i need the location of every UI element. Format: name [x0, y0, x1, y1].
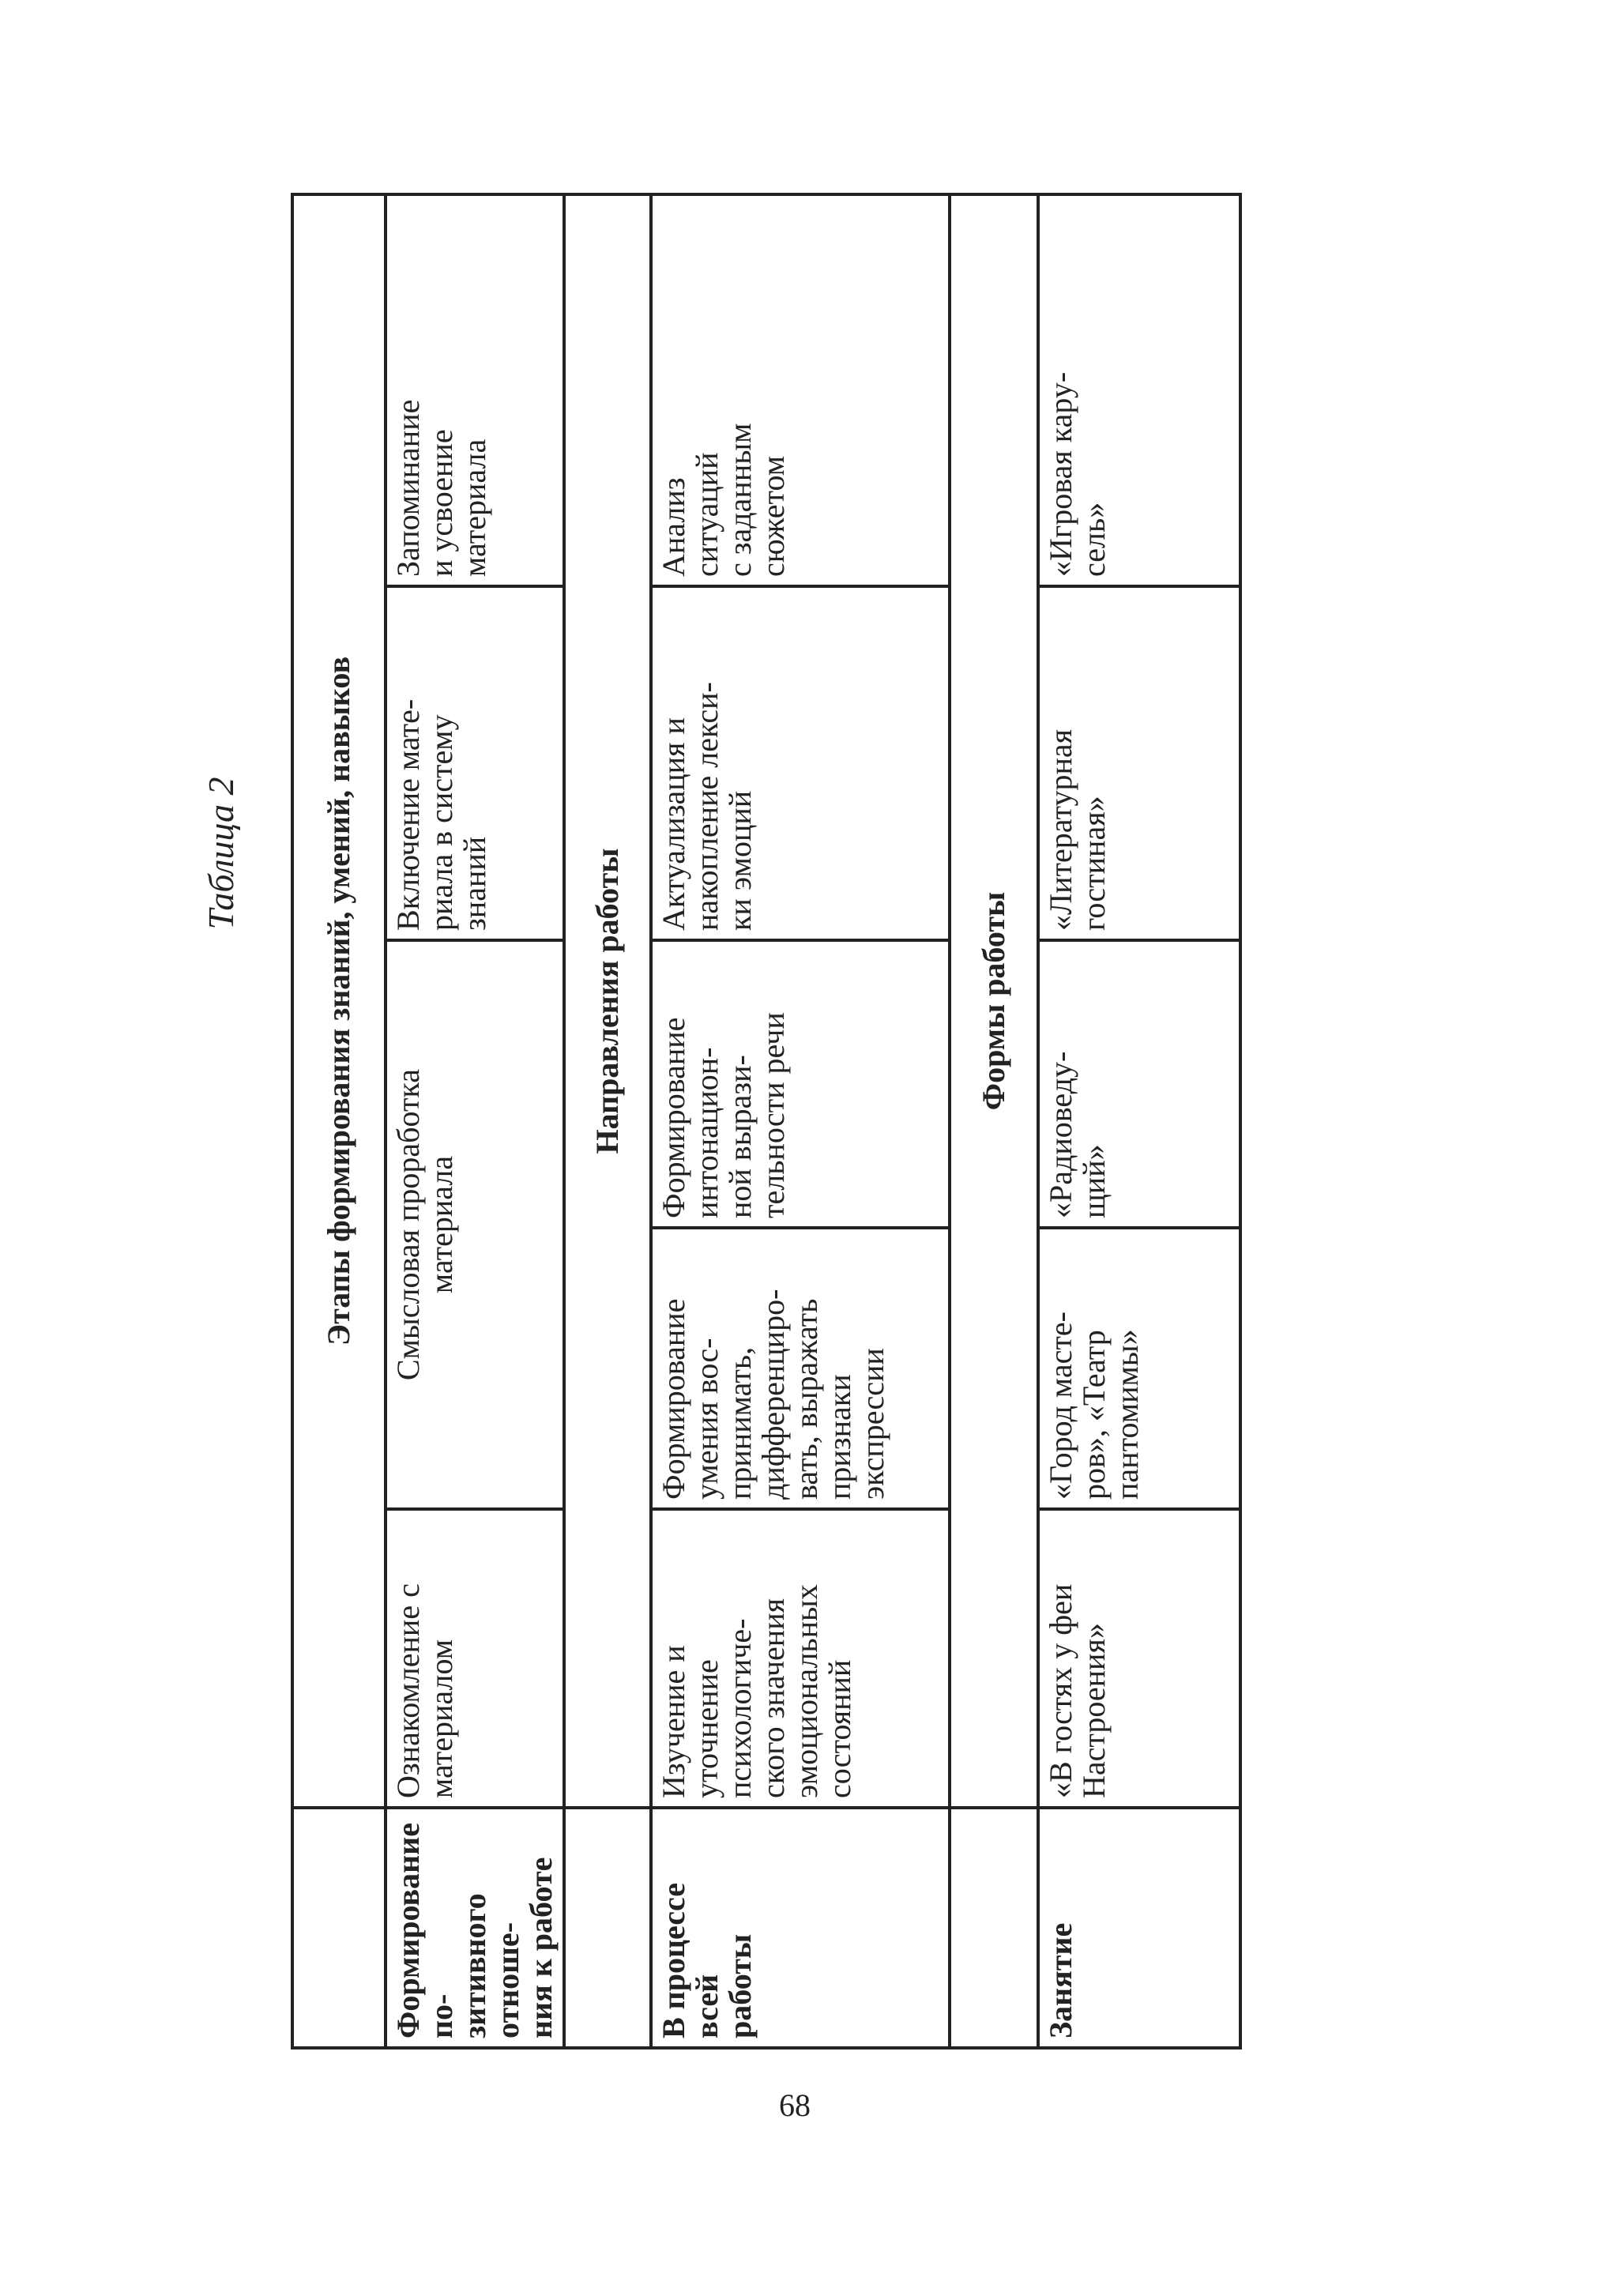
forms-header-cell: Формы работы	[950, 194, 1038, 1808]
stages-row-label	[386, 1808, 564, 2048]
text-line: признаки	[822, 1374, 857, 1500]
stage-semantic-processing-cell	[386, 940, 564, 1509]
text-line: ситуаций	[689, 452, 724, 577]
forms-row-label	[1038, 1808, 1240, 2048]
text-line: «В гостях у феи	[1043, 1583, 1078, 1798]
text-line: с заданным	[722, 423, 758, 577]
text-line: пантомимы»	[1109, 1329, 1145, 1500]
text-line: зитивного отноше-	[457, 1893, 525, 2038]
text-line: ния к работе	[523, 1857, 559, 2038]
stage-familiarization-cell	[386, 1509, 564, 1808]
text-line: Формирование	[656, 1017, 691, 1218]
text-line: эмоциональных	[788, 1584, 824, 1798]
form-cell	[1038, 940, 1240, 1228]
directions-header-cell: Направления работы	[564, 194, 651, 1808]
text-line: гостиная»	[1076, 796, 1112, 931]
text-line: риала в систему	[423, 714, 459, 931]
text-line: интонацион-	[689, 1047, 724, 1218]
text-line: ной вырази-	[722, 1055, 758, 1218]
text-line: накопление лекси-	[689, 682, 724, 931]
text-line: Ознакомление с	[390, 1583, 426, 1798]
text-line: Смысловая проработка	[390, 1068, 426, 1381]
text-line: состояний	[822, 1659, 857, 1798]
text-line: сель»	[1076, 502, 1112, 577]
table-caption-text: Таблица 2	[201, 777, 241, 930]
stages-row	[386, 194, 564, 2048]
text-line: вать, выражать	[788, 1298, 824, 1500]
forms-header-row	[950, 194, 1038, 2048]
text-line: ского значения	[755, 1598, 791, 1798]
text-line: и усвоение	[423, 429, 459, 577]
text-line: знаний	[457, 836, 492, 931]
page-number: 68	[779, 2087, 811, 2123]
stages-table	[291, 193, 1242, 2049]
text-line: экспрессии	[855, 1348, 890, 1500]
text-line: материалом	[423, 1639, 459, 1798]
text-line: уточнение	[689, 1659, 724, 1798]
text-line: работы	[722, 1933, 758, 2038]
text-line: «Игровая кару-	[1043, 371, 1078, 577]
stage-memorization-cell	[386, 194, 564, 586]
empty-cell	[564, 1808, 651, 2048]
direction-cell	[651, 1228, 950, 1509]
text-line: Включение мате-	[390, 698, 426, 931]
text-line: материала	[457, 438, 492, 577]
text-line: «Литературная	[1043, 729, 1078, 931]
text-line: сюжетом	[755, 455, 791, 577]
stages-header-cell: Этапы формирования знаний, умений, навыков	[292, 194, 386, 1808]
empty-corner-cell	[292, 1808, 386, 2048]
text-line: «Радиоведу-	[1043, 1051, 1078, 1218]
direction-cell	[651, 194, 950, 586]
text-line: щий»	[1076, 1144, 1112, 1218]
direction-cell	[651, 586, 950, 940]
form-cell	[1038, 1509, 1240, 1808]
text-line: Актуализация и	[656, 717, 691, 931]
text-line: психологиче-	[722, 1618, 758, 1798]
direction-cell	[651, 940, 950, 1228]
text-line: дифференциро-	[755, 1289, 791, 1500]
directions-header-row	[564, 194, 651, 2048]
text-line: принимать,	[722, 1346, 758, 1500]
text-line: В процессе всей	[656, 1882, 724, 2038]
empty-cell	[950, 1808, 1038, 2048]
text-line: ки эмоций	[722, 790, 758, 931]
text-line: тельности речи	[755, 1012, 791, 1218]
rotated-table-container	[291, 196, 1215, 2049]
rotated-table-frame	[291, 196, 1215, 2049]
directions-row-label	[651, 1808, 950, 2048]
text-line: Формирование	[656, 1298, 691, 1500]
text-line: ров», «Театр	[1076, 1330, 1112, 1500]
text-line: «Город масте-	[1043, 1312, 1078, 1500]
header-row	[292, 194, 386, 2048]
directions-row	[651, 194, 950, 2048]
forms-row	[1038, 194, 1240, 2048]
text-line: Анализ	[656, 477, 691, 577]
form-cell	[1038, 586, 1240, 940]
stage-inclusion-cell	[386, 586, 564, 940]
form-cell	[1038, 1228, 1240, 1509]
text-line: материала	[423, 1155, 459, 1294]
form-cell	[1038, 194, 1240, 586]
text-line: Занятие	[1043, 1922, 1078, 2038]
text-line: умения вос-	[689, 1338, 724, 1500]
text-line: Изучение и	[656, 1645, 691, 1798]
direction-cell	[651, 1509, 950, 1808]
text-line: Запоминание	[390, 399, 426, 577]
text-line: Формирование по-	[390, 1823, 459, 2038]
text-line: Настроения»	[1076, 1623, 1112, 1798]
